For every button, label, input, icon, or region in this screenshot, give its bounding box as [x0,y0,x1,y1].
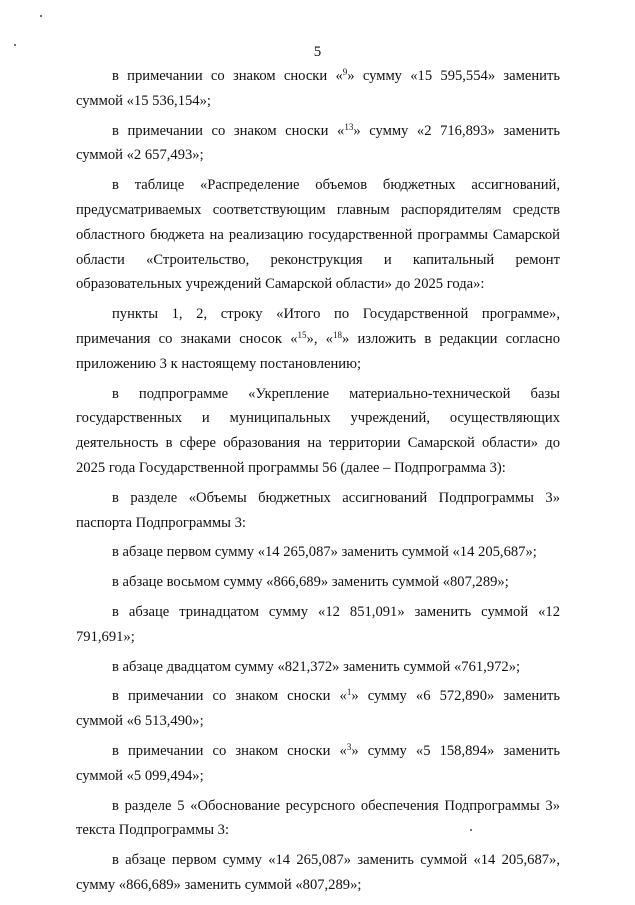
text-segment: в примечании со знаком сноски « [112,122,345,139]
paragraph [76,739,560,789]
text-segment: пункты 1, 2, строку «Итого по Государственной программе», примечания со знаками сносок « [76,306,560,347]
text-segment: в абзаце восьмом сумму «866,689» заменить суммой «807,289»; [112,574,509,591]
scan-speck [40,15,42,17]
paragraph [76,570,560,595]
paragraph [76,64,560,114]
paragraph [76,486,560,536]
text-segment: » сумму «5 158,894» заменить суммой «5 099,494»; [76,742,560,784]
text-segment: в подпрограмме «Укрепление материально-технической базы государственных и муниципальных учреждений, осуществляющих деятельность в сфере образования на территории Самарской области» до 2025 года Государственной программы 56 (далее – Подпрограмма 3): [76,385,560,476]
paragraph [76,655,560,680]
text-segment: » сумму «6 572,890» заменить суммой «6 513,490»; [76,688,560,730]
paragraph [76,848,560,898]
paragraph [76,540,560,565]
text-segment: в абзаце первом сумму «14 265,087» заменить суммой «14 205,687», сумму «866,689» заменить суммой «807,289»; [76,852,560,893]
text-segment: в примечании со знаком сноски « [112,742,347,759]
text-segment: в разделе «Объемы бюджетных ассигнований Подпрограммы 3» паспорта Подпрограммы 3: [76,489,560,531]
text-segment: в абзаце тринадцатом сумму «12 851,091» заменить суммой «12 791,691»; [76,603,560,645]
text-segment: в абзаце первом сумму «14 265,087» заменить суммой «14 205,687»; [112,544,537,561]
text-segment: » изложить в редакции согласно приложению 3 к настоящему постановлению; [76,330,560,372]
footnote-mark: 18 [332,329,342,340]
document-body [76,64,560,903]
text-segment: в разделе 5 «Обоснование ресурсного обеспечения Подпрограммы 3» текста Подпрограммы 3: [76,797,560,839]
footnote-mark: 3 [346,741,352,752]
paragraph [76,600,560,650]
footnote-mark: 13 [344,121,354,132]
footnote-mark: 9 [342,67,348,77]
text-segment: » сумму «2 716,893» заменить суммой «2 657,493»; [76,122,560,164]
paragraph [76,173,560,297]
text-segment: », « [306,330,333,347]
paragraph [76,302,560,376]
paragraph [76,794,560,844]
paragraph [76,119,560,169]
text-segment: в примечании со знаком сноски « [112,68,343,84]
paragraph [76,684,560,734]
text-segment: в примечании со знаком сноски « [112,688,347,705]
footnote-mark: 15 [297,329,307,340]
text-segment: в абзаце двадцатом сумму «821,372» заменить суммой «761,972»; [112,658,521,675]
paragraph [76,382,560,481]
text-segment: в таблице «Распределение объемов бюджетных ассигнований, предусматриваемых соответствующим главным распорядителям средств областного бюджета на реализацию государственной программы Самарской области «Строительство, реконструкция и капитальный ремонт образовательных учреждений Самарской области» до 2025 года»: [76,177,560,293]
footnote-mark: 1 [346,687,352,698]
text-segment: » сумму «15 595,554» заменить суммой «15 536,154»; [76,68,560,109]
page-number: 5 [313,44,322,60]
